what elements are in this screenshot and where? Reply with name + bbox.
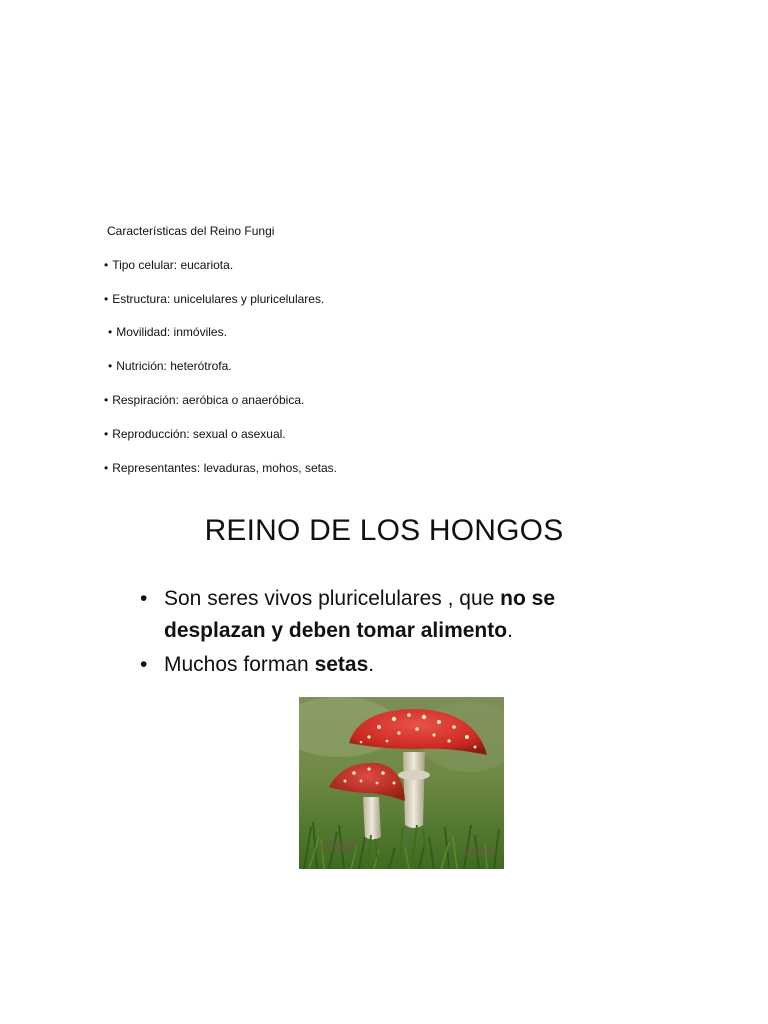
list-item-text: Representantes: levaduras, mohos, setas. — [112, 461, 337, 475]
bullet-dot: • — [104, 393, 109, 407]
list-item — [108, 325, 227, 339]
bullet-text-plain: . — [368, 653, 375, 676]
list-item — [104, 258, 233, 272]
bullet-text-bold: no se desplazan y deben tomar alimento — [164, 587, 556, 642]
bullet-dot: • — [104, 292, 109, 306]
small-stem — [363, 797, 381, 840]
bullet-dot: • — [104, 461, 109, 475]
list-item — [104, 427, 286, 441]
slide-bullet-text — [164, 649, 604, 681]
slide-bullet-item — [140, 583, 620, 647]
bullet-dot: • — [140, 587, 148, 610]
slide-bullet-text — [164, 583, 604, 647]
bullet-text-plain: Muchos forman — [164, 653, 315, 676]
bullet-dot: • — [140, 653, 148, 676]
bullet-dot: • — [104, 258, 109, 272]
bullet-text-plain: . — [507, 619, 513, 642]
bullet-text-bold: setas — [314, 653, 369, 676]
list-item-text: Nutrición: heterótrofa. — [116, 359, 232, 373]
bullet-dot: • — [108, 325, 113, 339]
list-item — [104, 393, 304, 407]
mushroom-photo — [299, 697, 504, 869]
intro-heading: Características del Reino Fungi — [107, 224, 275, 238]
list-item — [104, 292, 324, 306]
list-item-text: Respiración: aeróbica o anaeróbica. — [112, 393, 305, 407]
slide-bullet-item — [140, 649, 620, 681]
list-item — [104, 461, 337, 475]
list-item-text: Movilidad: inmóviles. — [116, 325, 227, 339]
list-item-text: Tipo celular: eucariota. — [112, 258, 234, 272]
bullet-text-plain: Son seres vivos pluricelulares , que — [164, 587, 501, 610]
big-stem — [403, 752, 425, 828]
slide-title: REINO DE LOS HONGOS — [204, 514, 564, 547]
mushroom-illustration — [299, 697, 504, 869]
list-item-text: Reproducción: sexual o asexual. — [112, 427, 286, 441]
list-item-text: Estructura: unicelulares y pluricelulares. — [112, 292, 325, 306]
bullet-dot: • — [104, 427, 109, 441]
bullet-dot: • — [108, 359, 113, 373]
list-item — [108, 359, 232, 373]
